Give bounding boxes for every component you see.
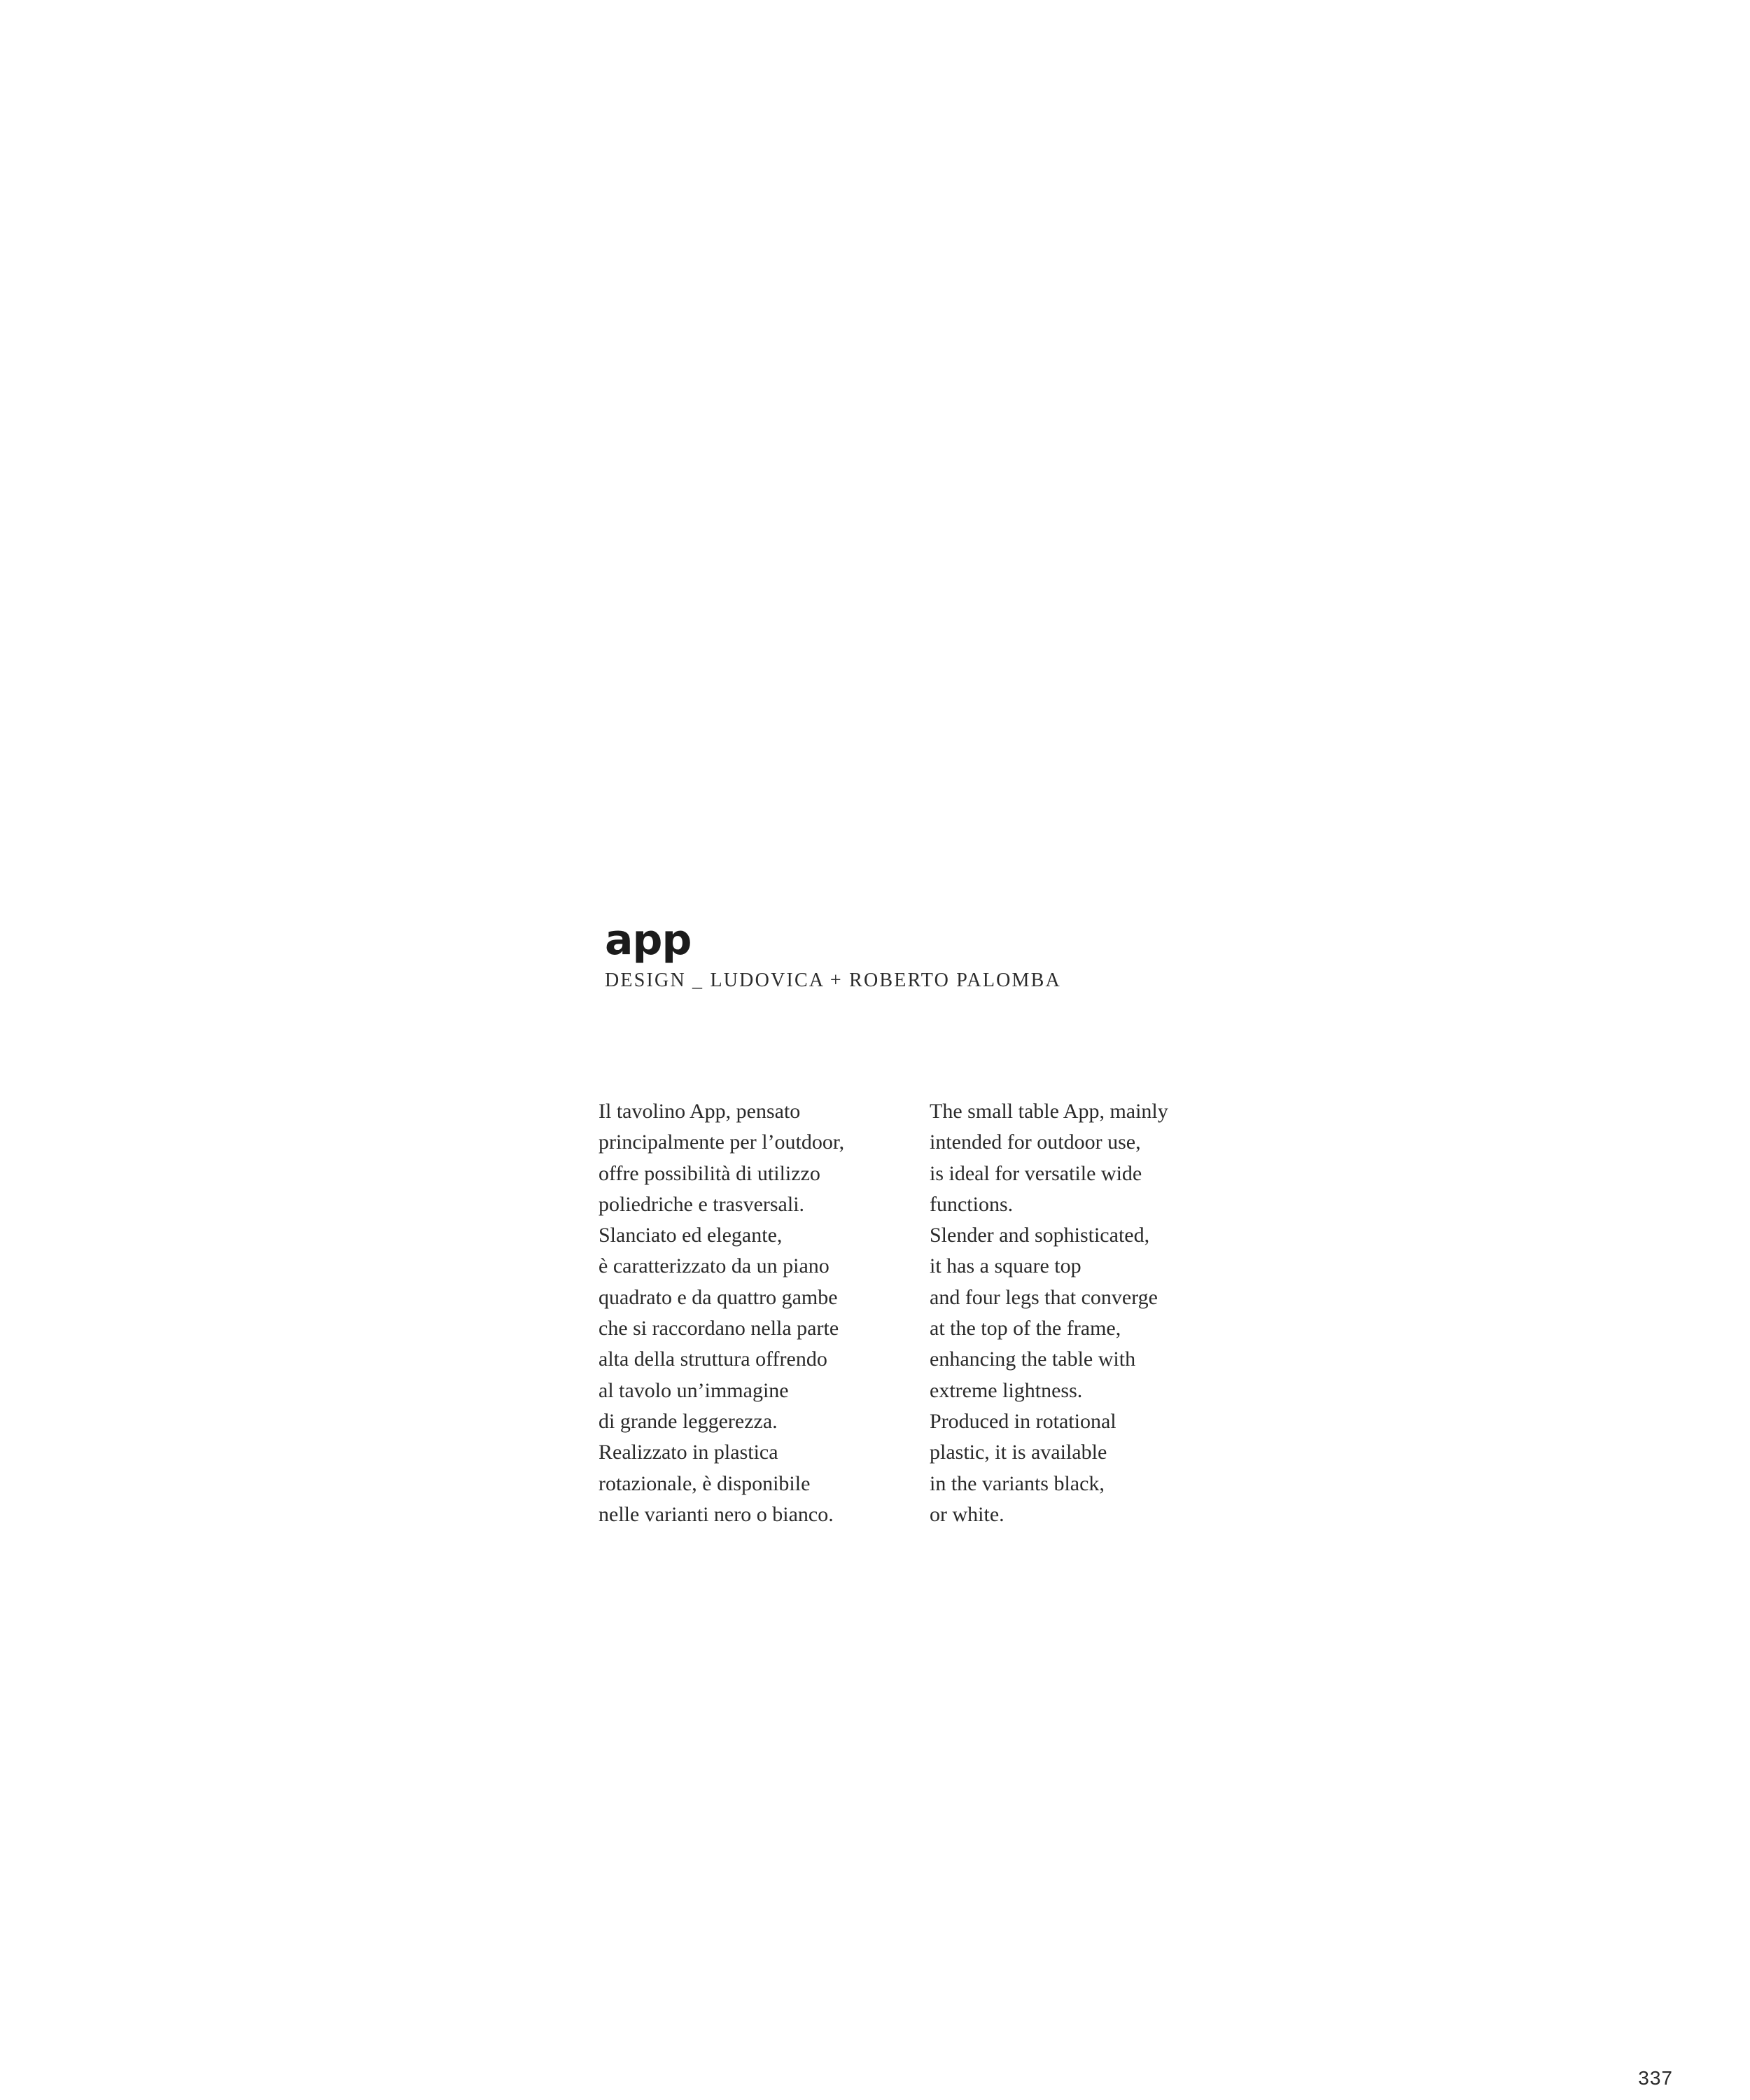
text-line: poliedriche e trasversali. — [598, 1192, 805, 1216]
designer-credit: DESIGN _ LUDOVICA + ROBERTO PALOMBA — [605, 969, 1061, 991]
text-line: Slanciato ed elegante, — [598, 1224, 783, 1247]
text-line: in the variants black, — [930, 1471, 1105, 1495]
text-line: Slender and sophisticated, — [930, 1224, 1150, 1247]
text-line: enhancing the table with — [930, 1348, 1136, 1371]
text-line: and four legs that converge — [930, 1285, 1158, 1309]
text-line: plastic, it is available — [930, 1441, 1107, 1464]
text-line: Produced in rotational — [930, 1409, 1116, 1433]
text-line: principalmente per l’outdoor, — [598, 1130, 845, 1154]
text-line: è caratterizzato da un piano — [598, 1254, 830, 1278]
text-line: at the top of the frame, — [930, 1317, 1121, 1340]
text-line: it has a square top — [930, 1254, 1082, 1278]
text-line: di grande leggerezza. — [598, 1409, 778, 1433]
text-line: Il tavolino App, pensato — [598, 1100, 801, 1123]
title-block — [605, 916, 1235, 993]
text-line: Realizzato in plastica — [598, 1441, 778, 1464]
text-line: che si raccordano nella parte — [598, 1317, 839, 1340]
text-line: nelle varianti nero o bianco. — [598, 1502, 834, 1526]
text-line: The small table App, mainly — [930, 1100, 1168, 1123]
description-english — [930, 1096, 1238, 1530]
text-line: intended for outdoor use, — [930, 1130, 1141, 1154]
page-number: 337 — [1638, 2067, 1673, 2089]
text-line: or white. — [930, 1502, 1004, 1526]
description-italian — [598, 1096, 906, 1530]
text-line: offre possibilità di utilizzo — [598, 1161, 820, 1185]
text-line: al tavolo un’immagine — [598, 1378, 789, 1402]
product-name: app — [605, 916, 692, 965]
text-line: is ideal for versatile wide — [930, 1161, 1142, 1185]
text-line: rotazionale, è disponibile — [598, 1471, 811, 1495]
text-line: extreme lightness. — [930, 1378, 1083, 1402]
text-line: functions. — [930, 1192, 1014, 1216]
text-line: alta della struttura offrendo — [598, 1348, 827, 1371]
text-line: quadrato e da quattro gambe — [598, 1285, 838, 1309]
